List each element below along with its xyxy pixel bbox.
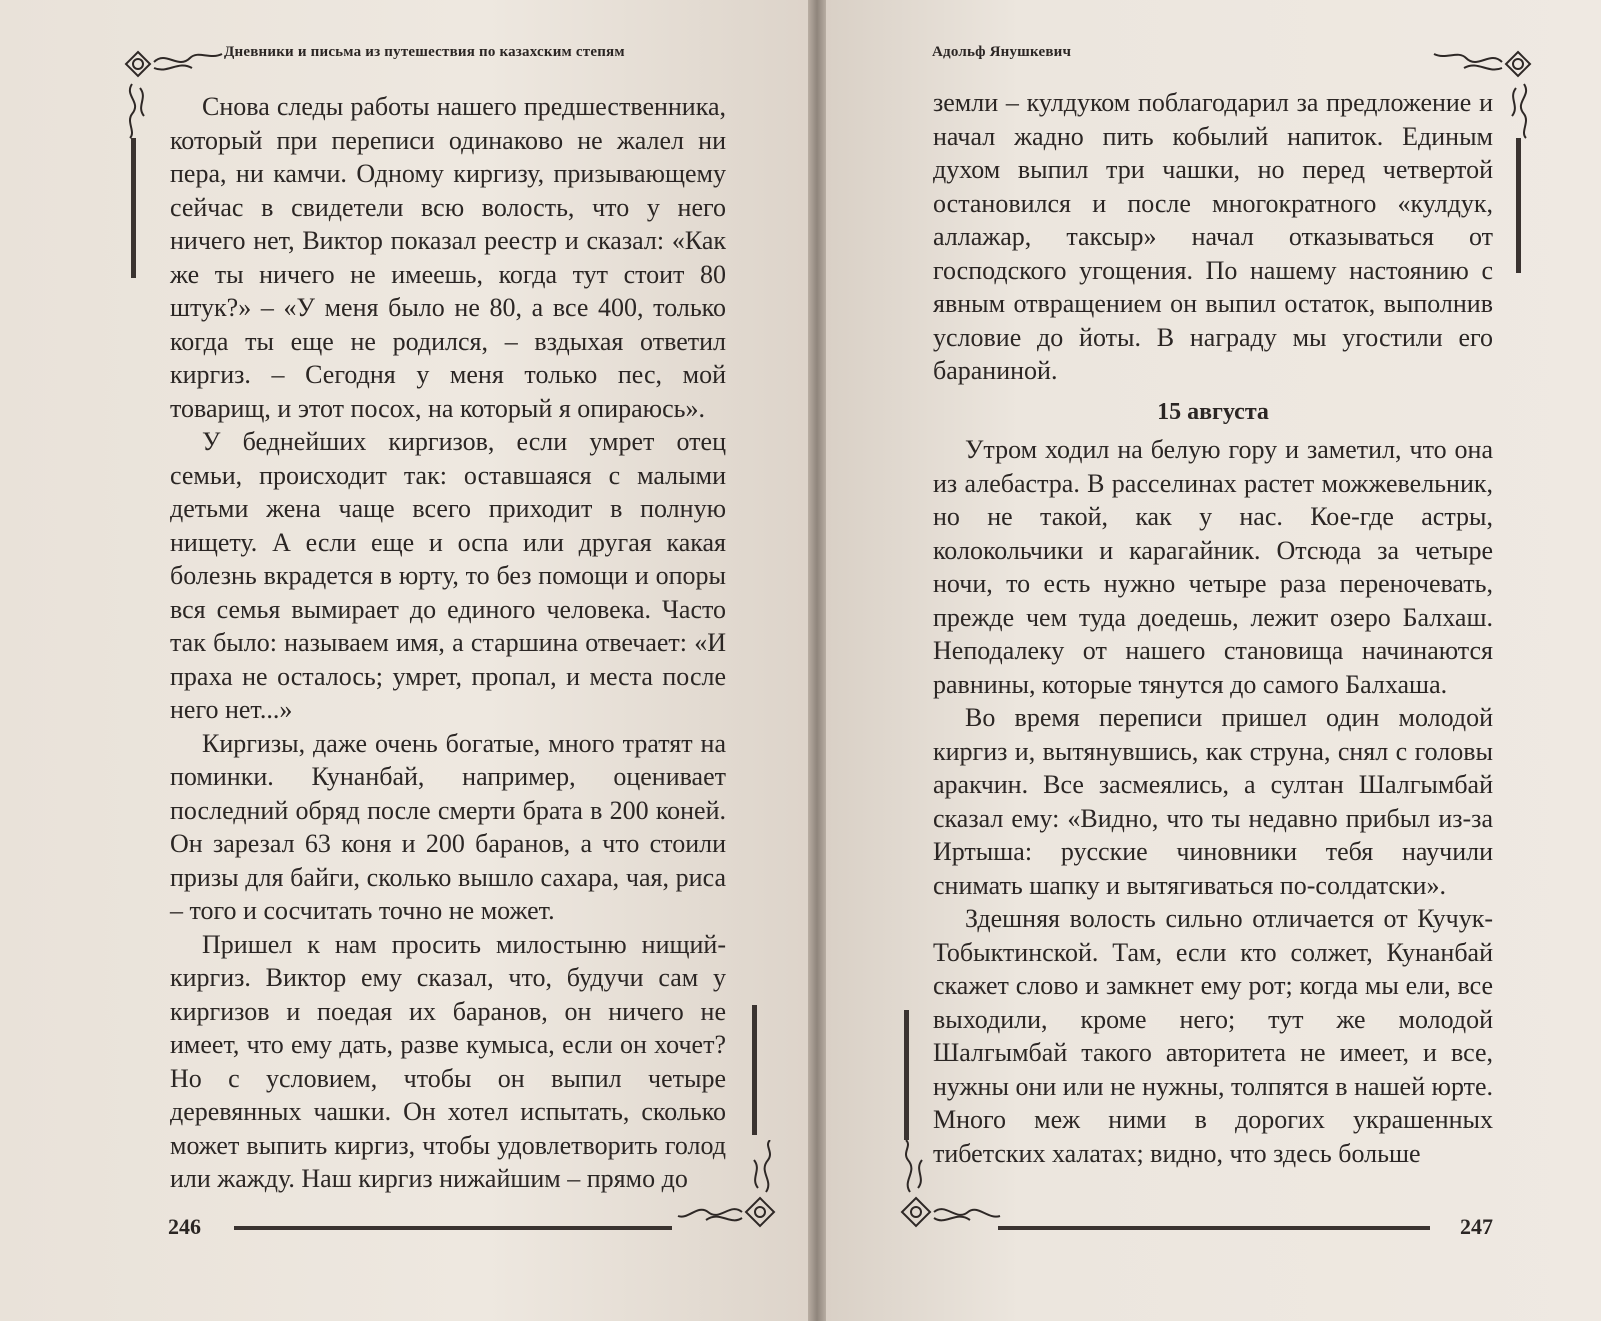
section-heading: 15 августа: [1157, 398, 1269, 425]
paragraph: Здешняя волость сильно отличается от Кучук-Тобыктинской. Там, если кто солжет, Кунанбай скажет слово и замкнет ему рот; когда мы ели, все выходили, кроме него; тут же молодой Шалгымбай такого авторитета не имеет, и все, нужны они или не нужны, толпятся в нашей юрте. Много меж ними в дорогих украшенных тибетских халатах; видно, что здесь больше: [933, 904, 1493, 1168]
margin-bar: [1516, 138, 1521, 273]
page-number: 247: [1460, 1214, 1493, 1239]
page-number: 246: [168, 1214, 201, 1239]
paragraph: Киргизы, даже очень богатые, много тратят на поминки. Кунанбай, например, оценивает последний обряд после смерти брата в 200 коней. Он зарезал 63 коня и 200 баранов, а что стоили призы для байги, сколько вышло сахара, чая, риса – того и сосчитать точно не может.: [170, 728, 726, 925]
paragraph: Утром ходил на белую гору и заметил, что она из алебастра. В расселинах растет можжевельник, но не такой, как у нас. Кое-где астры, колокольчики и карагайник. Отсюда за четыре ночи, то есть нужно четыре раза переночевать, прежде чем туда доедешь, лежит озеро Балхаш. Неподалеку от нашего становища начинаются равнины, которые тянутся до самого Балхаша.: [933, 435, 1493, 699]
book-gutter: [808, 0, 826, 1321]
paragraph: Снова следы работы нашего предшественника, который при переписи одинаково не жалел ни пера, ни камчи. Одному киргизу, призывающему сейчас в свидетели всю волость, что у него ничего нет, Виктор показал реестр и сказал: «Как же ты ничего не имеешь, когда тут стоит 80 штук?» – «У меня было не 80, а все 400, только когда ты еще не родился, – вздыхая ответил киргиз. – Сегодня у меня только пес, мой товарищ, и этот посох, на который я опираюсь».: [170, 92, 726, 423]
running-head: Адольф Янушкевич: [932, 44, 1072, 60]
margin-bar: [752, 1005, 757, 1135]
running-head: Дневники и письма из путешествия по казахским степям: [224, 44, 625, 60]
right-body-text: [933, 86, 1493, 1170]
footer-rule: [998, 1226, 1430, 1230]
paragraph: У беднейших киргизов, если умрет отец семьи, происходит так: оставшаяся с малыми детьми жена чаще всего приходит в полную нищету. А если еще и оспа или другая какая болезнь вкрадется в юрту, то без помощи и опоры вся семья вымирает до единого человека. Часто так было: называем имя, а старшина отвечает: «И праха не осталось; умрет, пропал, и места после него нет...»: [170, 427, 726, 724]
corner-ornament-icon: [674, 1140, 794, 1240]
paragraph: Пришел к нам просить милостыню нищий-киргиз. Виктор ему сказал, что, будучи сам у киргизов и поедая их баранов, он ничего не имеет, что ему дать, разве кумыса, если он хочет? Но с условием, чтобы он выпил четыре деревянных чашки. Он хотел испытать, сколько может выпить киргиз, чтобы удовлетворить голод или жажду. Наш киргиз нижайшим – прямо до: [170, 929, 726, 1193]
left-body-text: [170, 90, 726, 1196]
margin-bar: [131, 138, 136, 278]
corner-ornament-icon: [884, 1140, 1004, 1240]
margin-bar: [904, 1010, 909, 1140]
footer-rule: [234, 1226, 672, 1230]
paragraph: Во время переписи пришел один молодой киргиз и, вытянувшись, как струна, снял с головы аракчин. Все засмеялись, а султан Шалгымбай сказал ему: «Видно, что ты недавно прибыл из-за Иртыша: русские чиновники тебя научили снимать шапку и вытягиваться по-солдатски».: [933, 703, 1493, 900]
paragraph: земли – кулдуком поблагодарил за предложение и начал жадно пить кобылий напиток. Единым духом выпил три чашки, но перед четвертой остановился и после многократного «кулдук, аллажар, таксыр» начал отказываться от господского угощения. По нашему настоянию с явным отвращением он выпил остаток, выполнив условие до йоты. В награду мы угостили его бараниной.: [933, 88, 1493, 385]
right-page: [826, 0, 1601, 1321]
